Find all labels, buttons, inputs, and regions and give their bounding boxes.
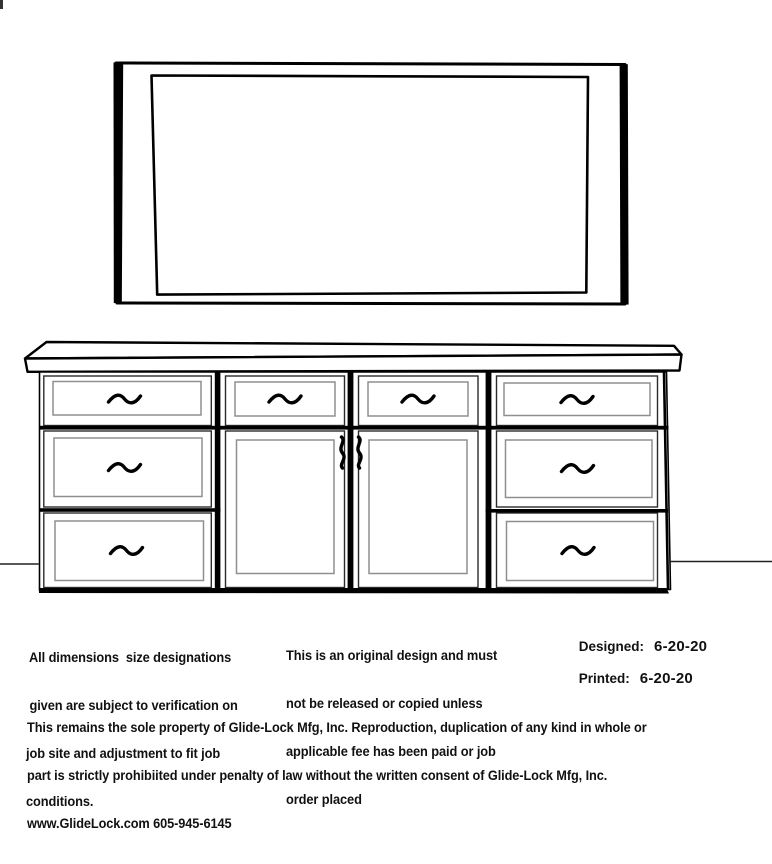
door-right <box>358 431 478 588</box>
frame-left-edge <box>114 63 124 304</box>
door-handle-icon <box>358 437 361 468</box>
base-rail <box>39 588 669 594</box>
stile-divider-center <box>348 372 354 591</box>
printed-label: Printed: <box>578 671 630 686</box>
corner-artifact <box>0 0 3 9</box>
drawer-center-left <box>226 376 345 426</box>
drawer-right-middle <box>497 431 658 507</box>
cabinet-body <box>39 372 671 594</box>
disclaimer-center-line: not be released or copied unless <box>286 696 483 711</box>
stile-divider-left <box>215 372 221 591</box>
printed-value: 6-20-20 <box>639 670 693 687</box>
rail-divider-upper <box>40 426 669 430</box>
drawer-center-right <box>359 376 479 426</box>
countertop <box>25 342 682 372</box>
disclaimer-left-line: conditions. <box>26 794 94 809</box>
frame-inner-rect <box>152 76 589 295</box>
designed-value: 6-20-20 <box>654 638 708 655</box>
legal-line: part is strictly prohibiited under penalty of law without the written consent of Glide-Lock Mfg, Inc. <box>27 768 608 783</box>
legal-notice <box>27 688 647 864</box>
drawer-left-middle <box>44 431 212 507</box>
rail-divider-right-lower <box>486 509 668 513</box>
legal-line: www.GlideLock.com 605-945-6145 <box>27 816 232 831</box>
wall-frame <box>114 63 629 305</box>
drawer-left-bottom <box>44 513 212 588</box>
disclaimer-left-line: job site and adjustment to fit job <box>26 746 221 761</box>
countertop-front-edge <box>25 355 682 372</box>
disclaimer-left-line: All dimensions size designations <box>26 650 232 665</box>
disclaimer-left-line: given are subject to verification on <box>26 698 238 713</box>
stile-divider-right <box>486 372 492 591</box>
disclaimer-center-line: applicable fee has been paid or job <box>286 744 496 759</box>
door-left <box>226 431 345 588</box>
drawer-right-bottom <box>497 513 658 588</box>
drawer-right-top <box>497 376 658 426</box>
disclaimer-center-line: order placed <box>286 792 362 807</box>
drawer-left-top <box>44 376 212 426</box>
frame-right-edge <box>620 64 629 305</box>
rail-divider-left-lower <box>40 508 221 512</box>
legal-line: This remains the sole property of Glide-Lock Mfg, Inc. Reproduction, duplication of any kind in whole or <box>27 720 647 735</box>
door-handle-icon <box>341 437 344 468</box>
disclaimer-center-line: This is an original design and must <box>286 648 498 663</box>
designed-label: Designed: <box>578 639 645 654</box>
